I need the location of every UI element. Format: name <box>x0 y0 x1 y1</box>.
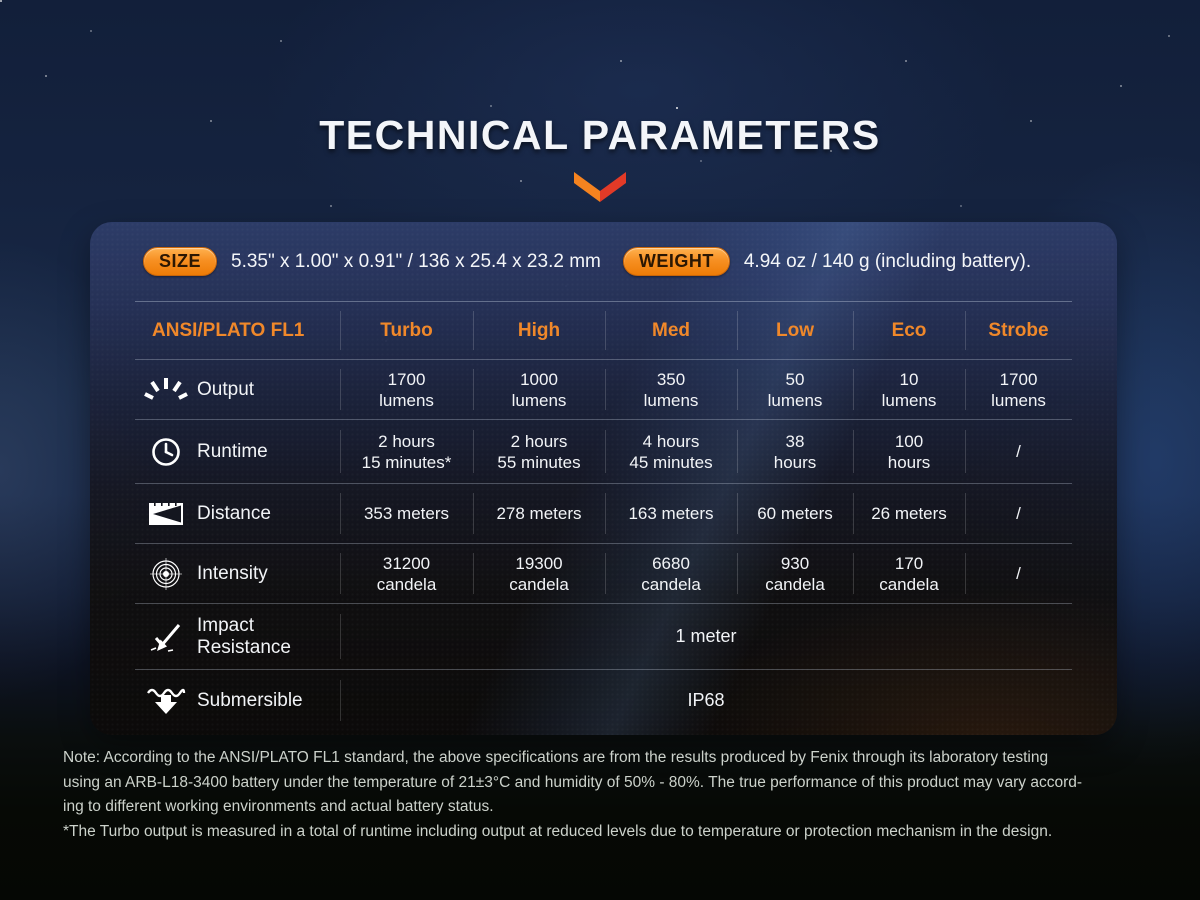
row-label: Submersible <box>197 689 303 711</box>
cell-unit: hours <box>887 452 931 472</box>
cell-value: 60 meters <box>757 504 833 523</box>
runtime-turbo-cell <box>340 420 473 483</box>
cell-value: 1000 <box>520 369 558 389</box>
header-low: Low <box>737 302 853 359</box>
table-row-runtime <box>135 419 1072 483</box>
cell-value: 19300 <box>515 553 563 573</box>
output-low-cell <box>737 360 853 419</box>
cell-value: 1 meter <box>675 626 737 646</box>
cell-value: 10 <box>899 369 919 389</box>
intensity-high-cell <box>473 544 605 603</box>
cell-value: 930 <box>780 553 810 573</box>
size-badge: SIZE <box>143 247 217 276</box>
footnote-line: ing to different working environments and actual battery status. <box>63 798 494 815</box>
cell-value: 170 <box>894 553 924 573</box>
runtime-low-cell <box>737 420 853 483</box>
output-turbo-cell <box>340 360 473 419</box>
runtime-eco-cell <box>853 420 965 483</box>
table-header-row <box>135 301 1072 359</box>
header-high: High <box>473 302 605 359</box>
cell-value: 6680 <box>652 553 690 573</box>
row-label: Output <box>197 378 255 400</box>
submersible-icon <box>135 686 197 716</box>
cell-value: 350 <box>656 369 686 389</box>
runtime-label-cell <box>135 420 340 483</box>
header-standard: ANSI/PLATO FL1 <box>152 319 305 341</box>
header-strobe: Strobe <box>965 302 1072 359</box>
table-row-submersible <box>135 669 1072 731</box>
row-label: Runtime <box>197 440 268 462</box>
cell-value: 4 hours <box>642 431 700 451</box>
header-eco: Eco <box>853 302 965 359</box>
size-value: 5.35" x 1.00" x 0.91" / 136 x 25.4 x 23.2 mm <box>231 250 601 272</box>
table-row-output <box>135 359 1072 419</box>
beam-distance-icon <box>135 499 197 529</box>
row-label: Distance <box>197 502 271 524</box>
cell-unit: 55 minutes <box>497 452 581 472</box>
cell-value: 38 <box>785 431 805 451</box>
table-row-intensity <box>135 543 1072 603</box>
impact-value-cell <box>340 604 1072 669</box>
cell-value: 2 hours <box>378 431 435 451</box>
cell-value: 1700 <box>387 369 426 389</box>
footnote-line: *The Turbo output is measured in a total of runtime including output at reduced levels due to temperature or protection mechanism in the design. <box>63 822 1053 840</box>
cell-value: IP68 <box>687 690 725 710</box>
cell-value: 50 <box>785 369 805 389</box>
footnote-line: Note: According to the ANSI/PLATO FL1 standard, the above specifications are from the results produced by Fenix through its laboratory testing <box>63 749 1049 766</box>
cell-unit: 45 minutes <box>629 452 713 472</box>
cell-value: 163 meters <box>628 504 714 523</box>
impact-label-cell <box>135 604 340 669</box>
cell-unit: candela <box>509 574 569 594</box>
cell-unit: candela <box>641 574 701 594</box>
intensity-eco-cell <box>853 544 965 603</box>
distance-high-cell <box>473 484 605 543</box>
distance-med-cell <box>605 484 737 543</box>
cell-value: 1700 <box>999 369 1038 389</box>
cell-unit: candela <box>376 574 437 594</box>
intensity-low-cell <box>737 544 853 603</box>
size-weight-row <box>90 222 1117 301</box>
cell-value: 100 <box>894 431 924 451</box>
cell-value: 278 meters <box>496 504 582 523</box>
spec-table <box>135 301 1072 731</box>
cell-value: / <box>1016 564 1021 583</box>
cell-value: 353 meters <box>363 504 450 523</box>
cell-unit: lumens <box>379 390 434 410</box>
weight-value: 4.94 oz / 140 g (including battery). <box>743 250 1032 272</box>
submersible-label-cell <box>135 670 340 731</box>
cell-unit: lumens <box>767 390 823 410</box>
distance-label-cell <box>135 484 340 543</box>
target-icon <box>135 557 197 591</box>
weight-badge: WEIGHT <box>623 247 730 276</box>
intensity-strobe-cell <box>965 544 1072 603</box>
header-turbo: Turbo <box>340 302 473 359</box>
stars-decoration <box>0 0 2 2</box>
cell-unit: hours <box>773 452 817 472</box>
impact-icon <box>135 621 197 653</box>
chevron-down-icon <box>574 172 626 207</box>
cell-unit: 15 minutes* <box>361 452 452 472</box>
cell-unit: lumens <box>511 390 567 410</box>
submersible-value-cell <box>340 670 1072 731</box>
page-title: TECHNICAL PARAMETERS <box>319 112 881 158</box>
output-med-cell <box>605 360 737 419</box>
cell-unit: lumens <box>991 390 1046 410</box>
output-label-cell <box>135 360 340 419</box>
intensity-label-cell <box>135 544 340 603</box>
cell-value: 31200 <box>382 553 431 573</box>
row-label: Intensity <box>197 562 268 584</box>
header-med: Med <box>605 302 737 359</box>
footnote <box>63 746 1148 844</box>
clock-icon <box>135 436 197 468</box>
cell-unit: candela <box>879 574 939 594</box>
sunburst-icon <box>135 375 197 405</box>
output-high-cell <box>473 360 605 419</box>
cell-value: / <box>1016 442 1021 461</box>
spec-panel <box>90 222 1117 735</box>
distance-turbo-cell <box>340 484 473 543</box>
cell-value: / <box>1016 504 1021 523</box>
distance-eco-cell <box>853 484 965 543</box>
runtime-med-cell <box>605 420 737 483</box>
runtime-high-cell <box>473 420 605 483</box>
output-strobe-cell <box>965 360 1072 419</box>
cell-unit: lumens <box>643 390 699 410</box>
table-row-distance <box>135 483 1072 543</box>
cell-value: 26 meters <box>871 504 947 523</box>
intensity-turbo-cell <box>340 544 473 603</box>
cell-value: 2 hours <box>510 431 568 451</box>
footnote-line: using an ARB-L18-3400 battery under the temperature of 21±3°C and humidity of 50% - 80%. The true performance of this product may vary accord- <box>63 773 1083 791</box>
cell-unit: candela <box>765 574 825 594</box>
intensity-med-cell <box>605 544 737 603</box>
row-label: Impact Resistance <box>197 614 291 658</box>
output-eco-cell <box>853 360 965 419</box>
table-row-impact-resistance <box>135 603 1072 669</box>
runtime-strobe-cell <box>965 420 1072 483</box>
cell-unit: lumens <box>881 390 937 410</box>
distance-strobe-cell <box>965 484 1072 543</box>
distance-low-cell <box>737 484 853 543</box>
